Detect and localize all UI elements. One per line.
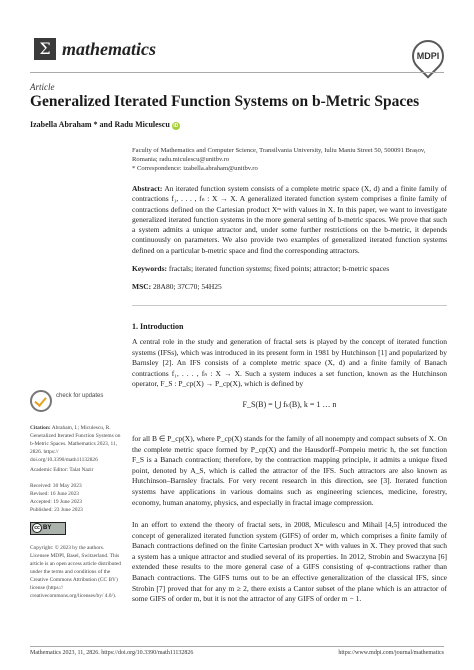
check-updates-label: check for updates	[56, 393, 104, 399]
affiliation: Faculty of Mathematics and Computer Science, Transilvania University, Iuliu Maniu Street 50, 500091 Brașov, Romania; radu.miculescu@unitbv.ro	[132, 147, 426, 163]
date-revised: Revised: 16 June 2023	[30, 491, 79, 497]
date-received: Received: 30 May 2023	[30, 483, 82, 489]
section-heading: 1. Introduction	[132, 322, 184, 331]
keywords-text: fractals; iterated function systems; fixed points; attractor; b-metric spaces	[168, 264, 390, 273]
header-divider	[30, 72, 444, 73]
article-title: Generalized Iterated Function Systems on b-Metric Spaces	[30, 93, 420, 110]
author-line	[30, 120, 180, 130]
orcid-icon[interactable]: iD	[173, 123, 179, 129]
msc	[132, 282, 447, 292]
citation-label: Citation:	[30, 425, 51, 431]
footer-divider	[30, 646, 444, 647]
intro-paragraph-2: for all B ∈ P_cp(X), where P_cp(X) stands for the family of all nonempty and compact subsets of X. On the complete metric space formed by P_cp(X) and the Hausdorff–Pompeiu metric h, the set function F_S is a Banach contraction; therefore, by the contraction mapping principle, it admits a unique fixed point, denoted by A_S, which is called the attractor of the IFS. Such attractors are also known as Hutchinson–Barnsley fractals. For very recent research in this direction, see [3]. Iterated function systems have applications in various domains such as engineering sciences, medicine, forestry, economy, human anatomy, physics, and especially in fractal image compression.	[132, 434, 448, 507]
keywords-label: Keywords:	[132, 264, 167, 273]
abstract	[132, 184, 447, 256]
abstract-text: An iterated function system consists of a complete metric space (X, d) and a finite family of contractions f₁, . . . , fₙ : X → X. A generalized iterated function system comprises a finite family of contractions defined on the Cartesian product Xᵐ with values in X. In this paper, we want to investigate generalized iterated function systems in the more general setting of b-metric spaces. We prove that such a system admits a unique attractor and, under some further restrictions on the b-metric, it depends continuously on parameters. We also provide two examples of generalized iterated function systems defined on a particular b-metric space and find the corresponding attractors.	[132, 184, 447, 255]
intro-paragraph-1: A central role in the study and generation of fractal sets is played by the concept of iterated function systems (IFSs), which was introduced in its present form in 1981 by Hutchinson [1] and popularized by Barnsley [2]. An IFS consists of a complete metric space (X, d) and a finite family of Banach contractions f₁, . . . , fₙ : X → X. Such a system induces a set function, known as the Hutchinson operator, F_S : P_cp(X) → P_cp(X), which is defined by	[132, 337, 447, 389]
correspondence[interactable]: * Correspondence: izabella.abraham@unitbv.ro	[132, 165, 258, 172]
date-published: Published: 23 June 2023	[30, 507, 83, 513]
date-accepted: Accepted: 19 June 2023	[30, 499, 82, 505]
abstract-label: Abstract:	[132, 184, 163, 193]
citation	[30, 424, 122, 464]
authors[interactable]: Izabella Abraham * and Radu Miculescu	[30, 120, 170, 129]
cc-icon: cc	[32, 523, 42, 533]
section-divider	[132, 305, 447, 306]
copyright-notice: Copyright: © 2023 by the authors. Licensee MDPI, Basel, Switzerland. This article is an open access article distributed under the terms and conditions of the Creative Commons Attribution (CC BY) license (https:// creativecommons.org/licenses/by/ 4.0/).	[30, 545, 122, 599]
msc-text: 28A80; 37C70; 54H25	[153, 282, 222, 291]
academic-editor: Academic Editor: Talat Nazir	[30, 467, 94, 473]
journal-name: mathematics	[62, 39, 156, 59]
check-updates-icon	[30, 390, 52, 412]
journal-logo-icon: Σ	[34, 38, 56, 60]
footer-journal-link[interactable]: https://www.mdpi.com/journal/mathematics	[338, 650, 444, 656]
cc-by-license-badge[interactable]	[30, 522, 66, 535]
mdpi-logo-text: MDPI	[416, 51, 440, 61]
citation-text[interactable]: Abraham, I.; Miculescu, R. Generalized Iterated Function Systems on b-Metric Spaces. Mathematics 2023, 11, 2826. https:// doi.org/10.3390/math11132826	[30, 425, 121, 463]
hutchinson-equation: F_S(B) = ⋃ fₖ(B), k = 1 … n	[242, 400, 337, 409]
keywords	[132, 264, 447, 274]
check-for-updates-button[interactable]	[30, 390, 122, 418]
intro-paragraph-3: In an effort to extend the theory of fractal sets, in 2008, Miculescu and Mihail [4,5] introduced the concept of generalized iterated function system (GIFS) of order m, which comprises a finite family of Banach contractions defined on the finite Cartesian product Xᵐ with values in X. They proved that such a system has a unique attractor and studied several of its properties. In 2012, Strobin and Swaczyna [6] extended these results to the more general case of a GIFS consisting of φ-contractions rather than Banach contractions. The GIFS turns out to be an effective generalization of the classical IFS, since Strobin [7] proved that for any m ≥ 2, there exists a Cantor subset of the plane which is an attractor of some GIFS of order m, but it is not the attractor of any GIFS of order m − 1.	[132, 520, 447, 604]
footer-citation[interactable]: Mathematics 2023, 11, 2826. https://doi.org/10.3390/math11132826	[30, 650, 194, 656]
license-badge-text: BY	[43, 525, 52, 531]
affiliation-block	[132, 146, 432, 173]
msc-label: MSC:	[132, 282, 152, 291]
article-type: Article	[30, 82, 55, 92]
